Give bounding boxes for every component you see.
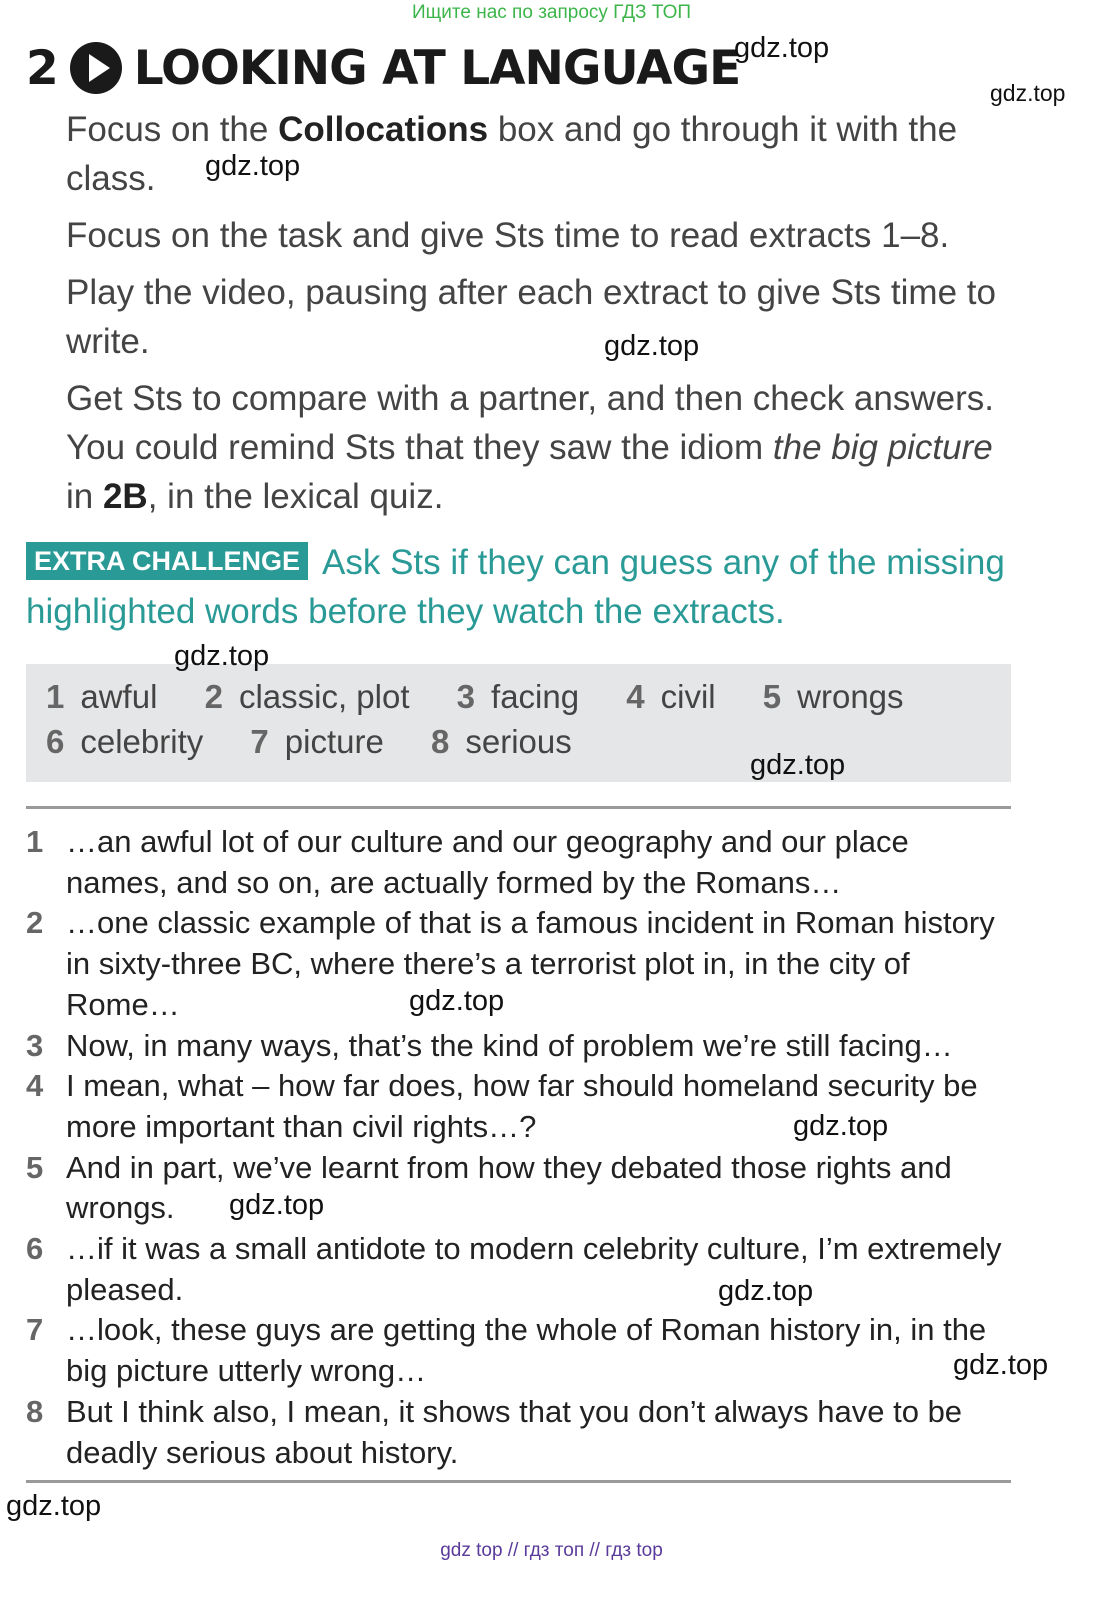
answer-text: celebrity	[80, 723, 204, 760]
watermark: gdz.top	[953, 1349, 1049, 1381]
answer-number: 1	[46, 678, 65, 715]
answer-item	[250, 723, 383, 760]
top-banner[interactable]: Ищите нас по запросу ГДЗ ТОП	[411, 2, 692, 23]
watermark: gdz.top	[990, 80, 1066, 106]
answer-number: 7	[250, 723, 269, 760]
list-item	[26, 1392, 1016, 1473]
extra-challenge-tag: EXTRA CHALLENGE	[26, 542, 308, 580]
section-number: 2	[26, 40, 58, 96]
extracts-list	[26, 822, 1016, 1473]
bold-text: Collocations	[278, 110, 489, 149]
list-item	[26, 1229, 1016, 1310]
extract-number: 5	[26, 1149, 44, 1185]
watermark: gdz.top	[229, 1189, 325, 1221]
extract-text: I mean, what – how far does, how far should homeland security be more important than civil rights…?	[66, 1068, 978, 1144]
paragraph-2: Focus on the task and give Sts time to read extracts 1–8.	[66, 216, 950, 255]
answer-number: 4	[626, 678, 645, 715]
watermark: gdz.top	[174, 640, 270, 672]
extract-text: And in part, we’ve learnt from how they debated those rights and wrongs.	[66, 1149, 952, 1226]
footer-links[interactable]: gdz top // гдз топ // гдз top	[440, 1540, 663, 1561]
answer-text: picture	[284, 723, 384, 760]
paragraph-4	[66, 374, 1026, 521]
answer-item	[457, 678, 579, 715]
answer-text: serious	[465, 723, 572, 760]
text: in	[66, 477, 103, 516]
extra-challenge-text: Ask Sts if they can guess any of the missing highlighted words before they watch the extracts.	[26, 543, 1005, 631]
list-item	[26, 903, 1016, 1025]
text: box and go through it with the class.	[66, 110, 958, 198]
answer-item	[763, 678, 904, 715]
extract-text: …look, these guys are getting the whole of Roman history in, in the big picture utterly wrong…	[66, 1312, 987, 1389]
extract-text: But I think also, I mean, it shows that you don’t always have to be deadly serious about history.	[66, 1393, 963, 1470]
list-item	[26, 1148, 1016, 1229]
divider-bottom	[26, 1480, 1011, 1483]
answer-text: awful	[80, 678, 158, 715]
extract-number: 4	[26, 1068, 44, 1104]
answer-item	[205, 678, 410, 715]
watermark: gdz.top	[6, 1490, 102, 1522]
list-item	[26, 1026, 1016, 1067]
text: Focus on the	[66, 110, 279, 149]
answers-row-1	[46, 678, 996, 716]
answer-item	[431, 723, 572, 760]
answer-item	[46, 678, 157, 715]
extract-number: 1	[26, 824, 44, 859]
extract-number: 8	[26, 1393, 44, 1429]
extract-text: …one classic example of that is a famous incident in Roman history in sixty-three BC, where there’s a terrorist plot in, in the city of Rome…	[66, 905, 995, 1022]
answer-number: 6	[46, 723, 65, 760]
extract-text: …if it was a small antidote to modern celebrity culture, I’m extremely pleased.	[66, 1231, 1002, 1307]
list-item	[26, 822, 1016, 903]
answer-number: 8	[431, 723, 450, 760]
divider-top	[26, 806, 1011, 809]
watermark: gdz.top	[718, 1275, 814, 1307]
answer-text: classic, plot	[238, 678, 410, 715]
extract-text: Now, in many ways, that’s the kind of problem we’re still facing…	[66, 1027, 953, 1063]
answer-item	[626, 678, 715, 715]
extract-number: 3	[26, 1027, 44, 1063]
answer-number: 3	[456, 678, 476, 715]
section-heading	[26, 38, 740, 98]
italic-text: the big picture	[772, 428, 993, 467]
answer-number: 2	[204, 678, 223, 715]
extract-text: …an awful lot of our culture and our geography and our place names, and so on, are actually formed by the Romans…	[66, 824, 909, 900]
section-title: LOOKING AT LANGUAGE	[133, 40, 741, 96]
extract-number: 6	[26, 1231, 44, 1267]
extra-challenge	[26, 538, 1016, 636]
answer-number: 5	[762, 678, 782, 715]
watermark: gdz.top	[205, 150, 301, 182]
text: Get Sts to compare with a partner, and then check answers. You could remind Sts that they saw the idiom	[66, 379, 994, 467]
answer-item	[46, 723, 203, 760]
extract-number: 2	[26, 905, 44, 941]
answer-text: wrongs	[797, 678, 904, 715]
list-item	[26, 1310, 1016, 1391]
watermark: gdz.top	[409, 985, 505, 1017]
extract-number: 7	[26, 1312, 44, 1348]
watermark: gdz.top	[750, 749, 846, 781]
play-icon	[70, 42, 122, 94]
text: , in the lexical quiz.	[147, 477, 444, 516]
watermark: gdz.top	[734, 32, 830, 64]
answer-text: facing	[491, 678, 580, 715]
watermark: gdz.top	[604, 330, 700, 362]
bold-text: 2B	[102, 477, 148, 516]
answers-row-2	[46, 723, 996, 761]
answer-text: civil	[660, 678, 716, 715]
watermark: gdz.top	[793, 1110, 889, 1142]
paragraph-3: Play the video, pausing after each extract to give Sts time to write.	[66, 273, 996, 361]
